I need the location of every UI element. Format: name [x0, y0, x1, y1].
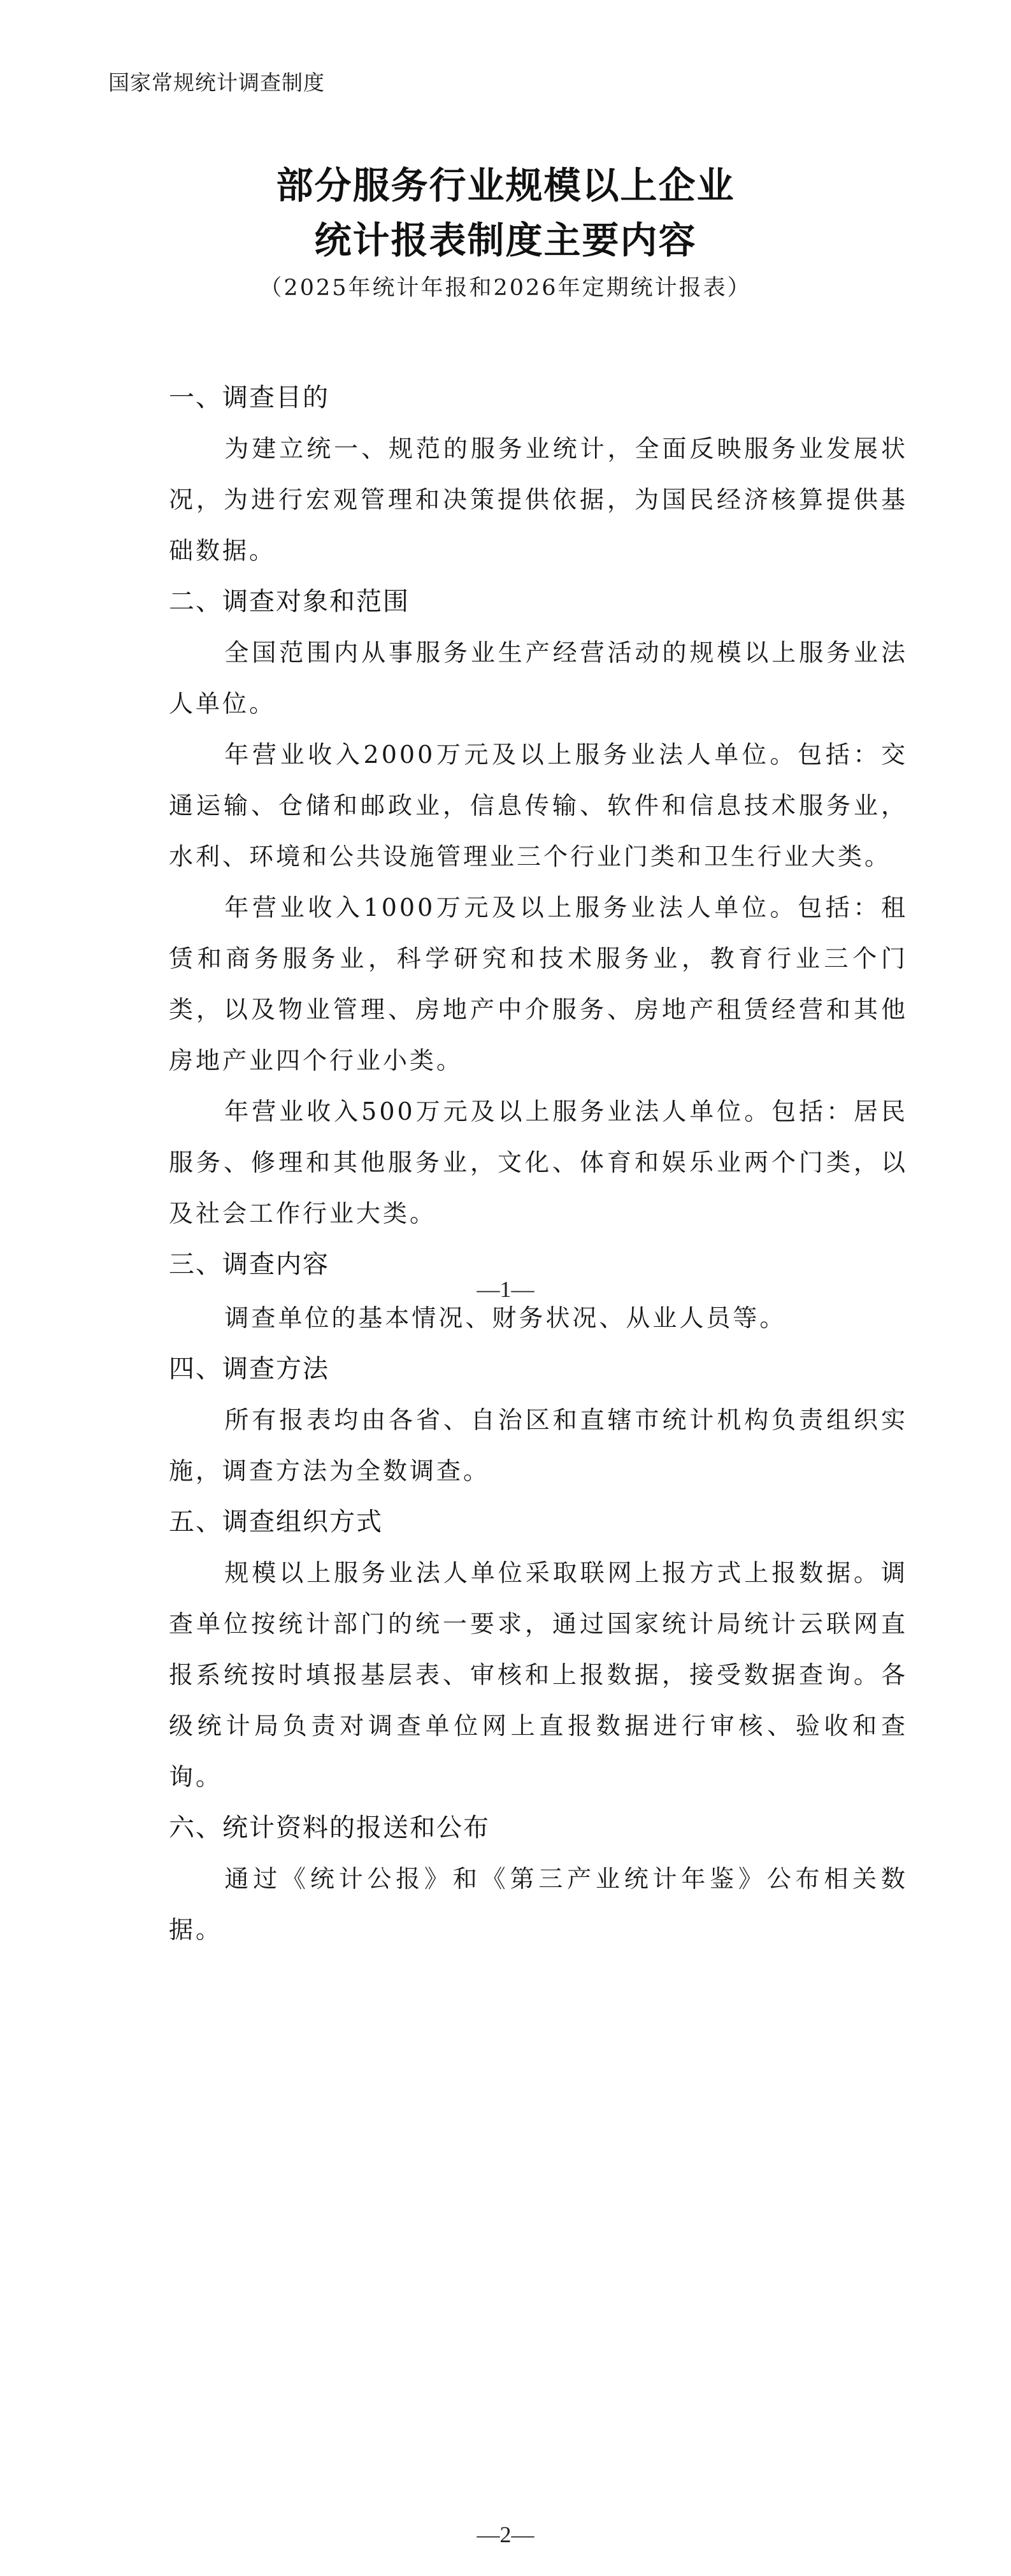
paragraph: 为建立统一、规范的服务业统计，全面反映服务业发展状况，为进行宏观管理和决策提供依据，为国民经济核算提供基础数据。 [169, 435, 908, 565]
section-heading-method: 四、调查方法 [169, 1354, 329, 1384]
section-heading-purpose: 一、调查目的 [169, 383, 329, 412]
paragraph: 年营业收入2000万元及以上服务业法人单位。包括：交通运输、仓储和邮政业，信息传输、软件和信息技术服务业，水利、环境和公共设施管理业三个行业门类和卫生行业大类。 [169, 741, 908, 871]
paragraph: 所有报表均由各省、自治区和直辖市统计机构负责组织实施，调查方法为全数调查。 [169, 1406, 908, 1485]
document-title-line-2: 统计报表制度主要内容 [314, 219, 697, 262]
paragraph: 全国范围内从事服务业生产经营活动的规模以上服务业法人单位。 [169, 639, 908, 718]
paragraph: 通过《统计公报》和《第三产业统计年鉴》公布相关数据。 [169, 1865, 908, 1944]
page-number-1: —1— [477, 1277, 534, 1302]
paragraph: 年营业收入1000万元及以上服务业法人单位。包括：租赁和商务服务业，科学研究和技术服务业，教育行业三个门类，以及物业管理、房地产中介服务、房地产租赁经营和其他房地产业四个行业小类。 [169, 894, 908, 1075]
page-2-body [169, 1292, 908, 1955]
page-number-2: —2— [477, 2522, 534, 2547]
paragraph: 年营业收入500万元及以上服务业法人单位。包括：居民服务、修理和其他服务业，文化、体育和娱乐业两个门类，以及社会工作行业大类。 [169, 1097, 908, 1227]
section-heading-content: 三、调查内容 [169, 1250, 329, 1279]
section-heading-scope: 二、调查对象和范围 [169, 587, 410, 616]
document-subtitle: （2025年统计年报和2026年定期统计报表） [259, 275, 752, 301]
paragraph: 调查单位的基本情况、财务状况、从业人员等。 [224, 1304, 787, 1332]
document-title-line-1: 部分服务行业规模以上企业 [276, 164, 735, 207]
paragraph: 规模以上服务业法人单位采取联网上报方式上报数据。调查单位按统计部门的统一要求，通过国家统计局统计云联网直报系统按时填报基层表、审核和上报数据，接受数据查询。各级统计局负责对调查单位网上直报数据进行审核、验收和查询。 [169, 1559, 908, 1791]
section-heading-organization: 五、调查组织方式 [169, 1507, 383, 1537]
page-1-body [169, 372, 908, 1290]
section-heading-publication: 六、统计资料的报送和公布 [169, 1813, 490, 1842]
running-header: 国家常规统计调查制度 [108, 70, 325, 95]
